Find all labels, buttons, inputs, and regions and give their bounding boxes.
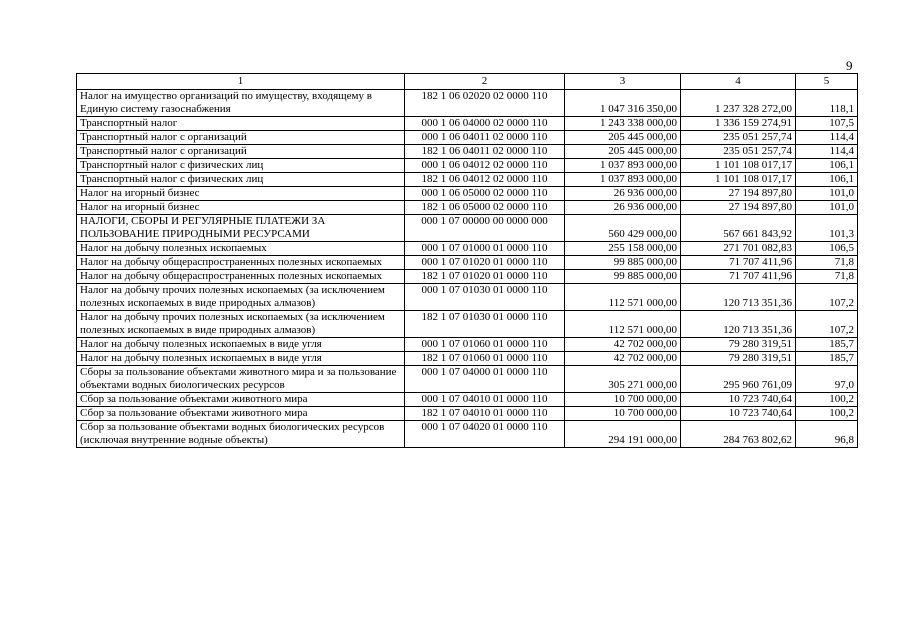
row-value-col4: 271 701 082,83 xyxy=(681,242,796,256)
row-value-col5: 97,0 xyxy=(796,366,858,393)
row-name: Сборы за пользование объектами животного мира и за пользование объектами водных биологических ресурсов xyxy=(77,366,405,393)
header-col-1: 1 xyxy=(77,74,405,90)
row-code: 182 1 06 04011 02 0000 110 xyxy=(405,145,565,159)
row-code: 000 1 06 04000 02 0000 110 xyxy=(405,117,565,131)
row-value-col4: 1 336 159 274,91 xyxy=(681,117,796,131)
row-value-col3: 1 243 338 000,00 xyxy=(565,117,681,131)
table-row xyxy=(77,338,858,352)
table-row xyxy=(77,90,858,117)
row-value-col3: 99 885 000,00 xyxy=(565,256,681,270)
row-code: 000 1 07 04020 01 0000 110 xyxy=(405,421,565,448)
row-code: 182 1 07 01030 01 0000 110 xyxy=(405,311,565,338)
row-name: Транспортный налог с организаций xyxy=(77,145,405,159)
table-row xyxy=(77,270,858,284)
row-value-col3: 10 700 000,00 xyxy=(565,407,681,421)
row-value-col4: 71 707 411,96 xyxy=(681,270,796,284)
row-value-col5: 106,1 xyxy=(796,173,858,187)
row-value-col4: 27 194 897,80 xyxy=(681,187,796,201)
row-code: 182 1 06 02020 02 0000 110 xyxy=(405,90,565,117)
row-code: 000 1 07 01000 01 0000 110 xyxy=(405,242,565,256)
row-value-col4: 295 960 761,09 xyxy=(681,366,796,393)
table-row xyxy=(77,159,858,173)
table-row xyxy=(77,256,858,270)
row-value-col3: 112 571 000,00 xyxy=(565,311,681,338)
row-code: 000 1 06 05000 02 0000 110 xyxy=(405,187,565,201)
row-code: 182 1 07 01060 01 0000 110 xyxy=(405,352,565,366)
row-code: 000 1 07 04000 01 0000 110 xyxy=(405,366,565,393)
table-row xyxy=(77,407,858,421)
row-value-col5: 107,5 xyxy=(796,117,858,131)
row-value-col3: 10 700 000,00 xyxy=(565,393,681,407)
row-value-col5: 71,8 xyxy=(796,270,858,284)
row-name: Налог на игорный бизнес xyxy=(77,201,405,215)
header-col-3: 3 xyxy=(565,74,681,90)
row-value-col4: 1 101 108 017,17 xyxy=(681,173,796,187)
budget-table-body xyxy=(77,74,858,448)
header-col-4: 4 xyxy=(681,74,796,90)
table-row xyxy=(77,145,858,159)
row-code: 182 1 07 04010 01 0000 110 xyxy=(405,407,565,421)
table-row xyxy=(77,352,858,366)
row-value-col4: 235 051 257,74 xyxy=(681,131,796,145)
row-value-col4: 10 723 740,64 xyxy=(681,393,796,407)
row-name: Налог на игорный бизнес xyxy=(77,187,405,201)
row-code: 182 1 06 05000 02 0000 110 xyxy=(405,201,565,215)
table-row xyxy=(77,187,858,201)
row-code: 000 1 07 01030 01 0000 110 xyxy=(405,284,565,311)
row-name: Налог на добычу полезных ископаемых в виде угля xyxy=(77,352,405,366)
row-value-col5: 114,4 xyxy=(796,145,858,159)
row-name: Налог на добычу полезных ископаемых в виде угля xyxy=(77,338,405,352)
table-row xyxy=(77,393,858,407)
row-code: 182 1 07 01020 01 0000 110 xyxy=(405,270,565,284)
row-value-col5: 71,8 xyxy=(796,256,858,270)
row-code: 000 1 07 04010 01 0000 110 xyxy=(405,393,565,407)
row-value-col5: 100,2 xyxy=(796,407,858,421)
row-value-col5: 106,1 xyxy=(796,159,858,173)
row-code: 000 1 06 04011 02 0000 110 xyxy=(405,131,565,145)
table-row xyxy=(77,242,858,256)
table-row xyxy=(77,421,858,448)
row-value-col4: 120 713 351,36 xyxy=(681,311,796,338)
row-name: Транспортный налог с физических лиц xyxy=(77,159,405,173)
row-value-col3: 42 702 000,00 xyxy=(565,338,681,352)
budget-table xyxy=(76,73,858,448)
row-value-col4: 1 237 328 272,00 xyxy=(681,90,796,117)
row-value-col3: 26 936 000,00 xyxy=(565,187,681,201)
row-value-col3: 112 571 000,00 xyxy=(565,284,681,311)
row-value-col3: 42 702 000,00 xyxy=(565,352,681,366)
row-value-col5: 101,0 xyxy=(796,187,858,201)
row-value-col5: 96,8 xyxy=(796,421,858,448)
row-value-col3: 255 158 000,00 xyxy=(565,242,681,256)
row-value-col4: 567 661 843,92 xyxy=(681,215,796,242)
row-value-col5: 106,5 xyxy=(796,242,858,256)
row-value-col3: 1 037 893 000,00 xyxy=(565,173,681,187)
row-value-col4: 71 707 411,96 xyxy=(681,256,796,270)
row-value-col3: 560 429 000,00 xyxy=(565,215,681,242)
table-row xyxy=(77,284,858,311)
row-value-col4: 10 723 740,64 xyxy=(681,407,796,421)
header-col-2: 2 xyxy=(405,74,565,90)
row-code: 000 1 07 01060 01 0000 110 xyxy=(405,338,565,352)
row-value-col4: 79 280 319,51 xyxy=(681,338,796,352)
row-value-col3: 1 037 893 000,00 xyxy=(565,159,681,173)
row-value-col4: 235 051 257,74 xyxy=(681,145,796,159)
row-value-col5: 101,0 xyxy=(796,201,858,215)
row-code: 000 1 07 01020 01 0000 110 xyxy=(405,256,565,270)
row-value-col5: 118,1 xyxy=(796,90,858,117)
table-row xyxy=(77,311,858,338)
row-value-col4: 1 101 108 017,17 xyxy=(681,159,796,173)
row-name: Налог на добычу прочих полезных ископаемых (за исключением полезных ископаемых в виде природных алмазов) xyxy=(77,311,405,338)
row-name: Налог на добычу общераспространенных полезных ископаемых xyxy=(77,256,405,270)
row-value-col4: 120 713 351,36 xyxy=(681,284,796,311)
row-name: Сбор за пользование объектами водных биологических ресурсов (исключая внутренние водные объекты) xyxy=(77,421,405,448)
header-col-5: 5 xyxy=(796,74,858,90)
row-name: Налог на добычу прочих полезных ископаемых (за исключением полезных ископаемых в виде природных алмазов) xyxy=(77,284,405,311)
row-value-col3: 205 445 000,00 xyxy=(565,145,681,159)
row-value-col5: 101,3 xyxy=(796,215,858,242)
row-value-col3: 26 936 000,00 xyxy=(565,201,681,215)
row-value-col5: 100,2 xyxy=(796,393,858,407)
row-value-col4: 27 194 897,80 xyxy=(681,201,796,215)
row-value-col3: 305 271 000,00 xyxy=(565,366,681,393)
row-code: 000 1 06 04012 02 0000 110 xyxy=(405,159,565,173)
row-value-col5: 114,4 xyxy=(796,131,858,145)
row-value-col4: 79 280 319,51 xyxy=(681,352,796,366)
table-row xyxy=(77,131,858,145)
row-value-col5: 185,7 xyxy=(796,352,858,366)
row-name: Налог на добычу общераспространенных полезных ископаемых xyxy=(77,270,405,284)
row-value-col3: 1 047 316 350,00 xyxy=(565,90,681,117)
row-name: Транспортный налог xyxy=(77,117,405,131)
row-name: Налог на добычу полезных ископаемых xyxy=(77,242,405,256)
table-row xyxy=(77,173,858,187)
table-row xyxy=(77,117,858,131)
row-value-col5: 107,2 xyxy=(796,311,858,338)
row-value-col3: 99 885 000,00 xyxy=(565,270,681,284)
row-value-col3: 205 445 000,00 xyxy=(565,131,681,145)
page-number: 9 xyxy=(846,58,853,73)
row-value-col5: 107,2 xyxy=(796,284,858,311)
table-row xyxy=(77,366,858,393)
row-name: Транспортный налог с организаций xyxy=(77,131,405,145)
row-name: Налог на имущество организаций по имуществу, входящему в Единую систему газоснабжения xyxy=(77,90,405,117)
table-header-row xyxy=(77,74,858,90)
row-code: 182 1 06 04012 02 0000 110 xyxy=(405,173,565,187)
row-value-col5: 185,7 xyxy=(796,338,858,352)
table-row xyxy=(77,215,858,242)
row-name: Сбор за пользование объектами животного мира xyxy=(77,407,405,421)
row-value-col3: 294 191 000,00 xyxy=(565,421,681,448)
row-value-col4: 284 763 802,62 xyxy=(681,421,796,448)
row-code: 000 1 07 00000 00 0000 000 xyxy=(405,215,565,242)
row-name: Сбор за пользование объектами животного мира xyxy=(77,393,405,407)
row-name: Транспортный налог с физических лиц xyxy=(77,173,405,187)
table-row xyxy=(77,201,858,215)
row-name: НАЛОГИ, СБОРЫ И РЕГУЛЯРНЫЕ ПЛАТЕЖИ ЗА ПОЛЬЗОВАНИЕ ПРИРОДНЫМИ РЕСУРСАМИ xyxy=(77,215,405,242)
